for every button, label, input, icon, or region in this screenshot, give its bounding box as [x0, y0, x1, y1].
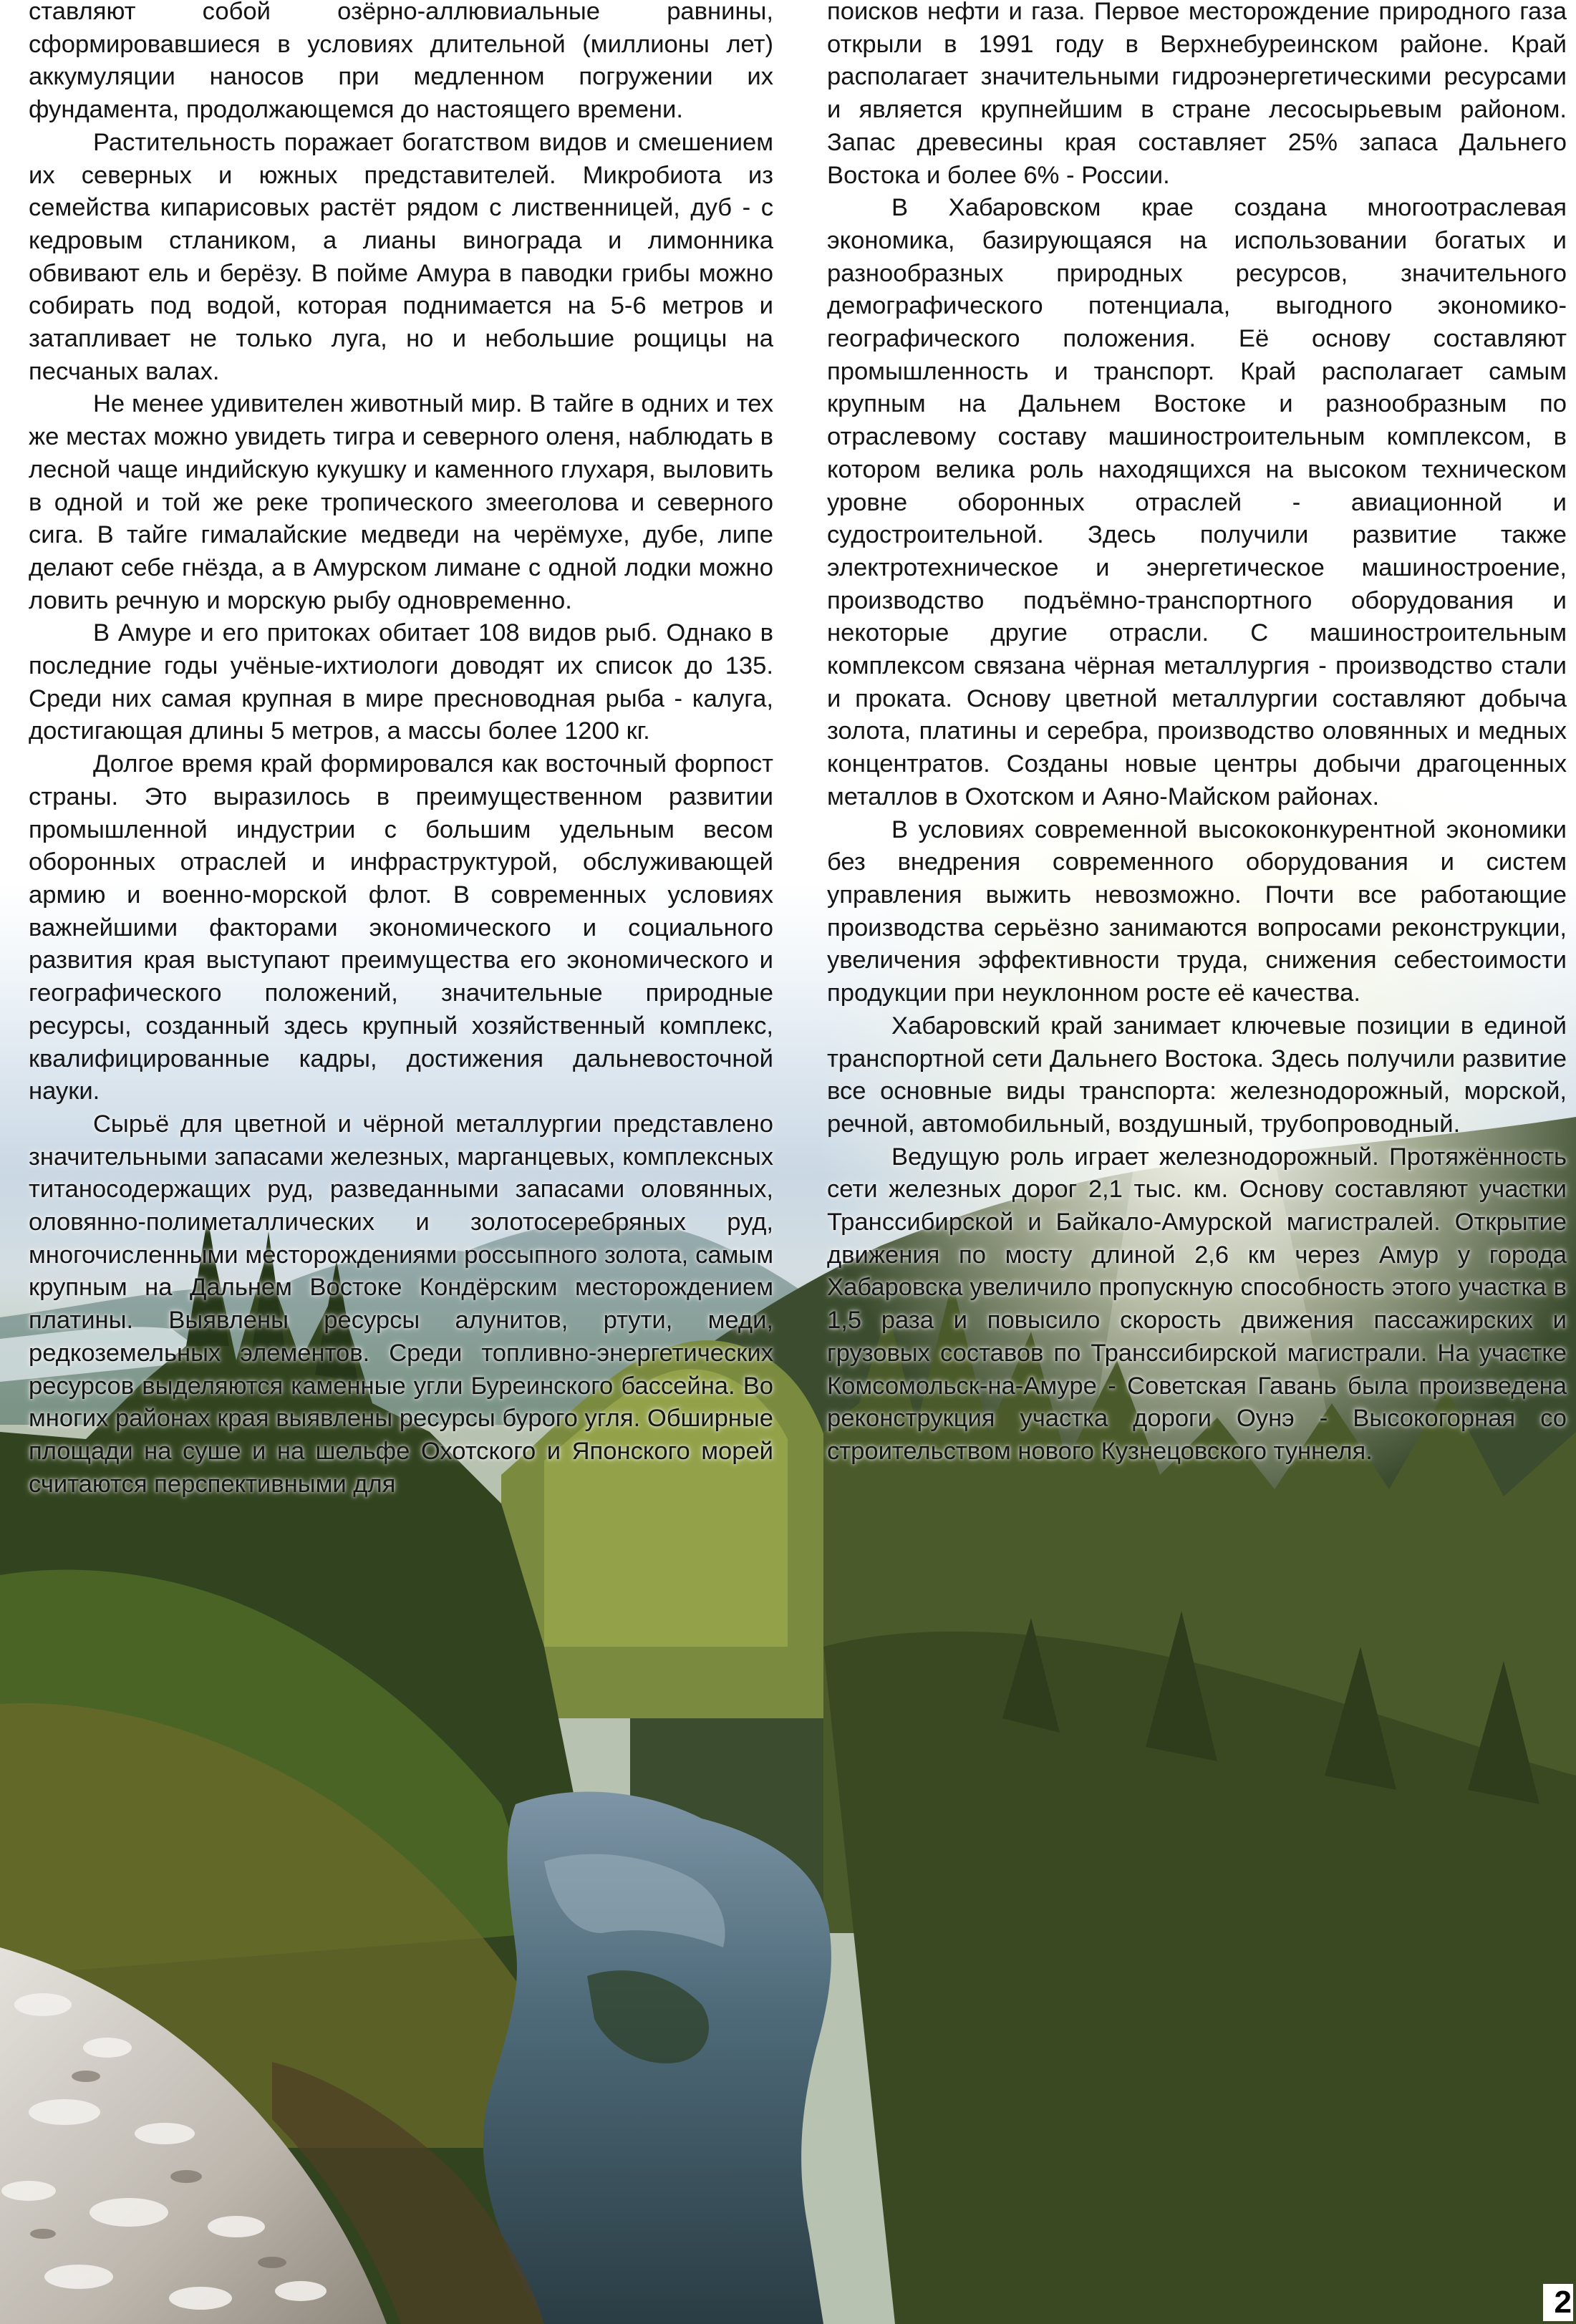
text-column-left	[29, 0, 773, 1501]
paragraph: Растительность поражает богатством видов и смешением их северных и южных представителей. Микробиота из семейства кипарисовых растёт рядом с лиственницей, дуб - с кедровым стлаником, а лианы винограда и лимонника обвивают ель и берёзу. В пойме Амура в паводки грибы можно собирать под водой, которая поднимается на 5-6 метров и затапливает не только луга, но и небольшие рощицы на песчаных валах.	[29, 128, 773, 385]
paragraph: Сырьё для цветной и чёрной металлургии представлено значительными запасами железных, марганцевых, комплексных титаносодержащих руд, разведанными запасами оловянных, оловянно-полиметаллических и золотосеребряных руд, многочисленными месторождениями россыпного золота, самым крупным на Дальнем Востоке Кондёрским месторождением платины. Выявлены ресурсы алунитов, ртути, меди, редкоземельных элементов. Среди топливно-энергетических ресурсов выделяются каменные угли Буреинского бассейна. Во многих районах края выявлены ресурсы бурого угля. Обширные площади на суше и на шельфе Охотского и Японского морей считаются перспективными для	[29, 1110, 773, 1498]
paragraph: Ведущую роль играет железнодорожный. Протяжённость сети железных дорог 2,1 тыс. км. Основу составляют участки Транссибирской и Байкало-Амурской магистралей. Открытие движения по мосту длиной 2,6 км через Амур у города Хабаровска увеличило пропускную способность этого участка в 1,5 раза и повысило скорость движения пассажирских и грузовых составов по Транссибирской магистрали. На участке Комсомольск-на-Амуре - Советская Гавань была произведена реконструкция участка дороги Оунэ - Высокогорная со строительством нового Кузнецовского туннеля.	[827, 1143, 1567, 1465]
paragraph: Не менее удивителен животный мир. В тайге в одних и тех же местах можно увидеть тигра и северного оленя, наблюдать в лесной чаще индийскую кукушку и каменного глухаря, выловить в одной и той же реке тропического змееголова и северного сига. В тайге гималайские медведи на черёмухе, дубе, липе делают себе гнёзда, а в Амурском лимане с одной лодки можно ловить речную и морскую рыбу одновременно.	[29, 390, 773, 614]
paragraph: ставляют собой озёрно-аллювиальные равнины, сформировавшиеся в условиях длительной (миллионы лет) аккумуляции наносов при медленном погружении их фундамента, продолжающемся до настоящего времени.	[29, 0, 773, 124]
paragraph: поисков нефти и газа. Первое месторождение природного газа открыли в 1991 году в Верхнебуреинском районе. Край располагает значительными гидроэнергетическими ресурсами и является крупнейшим в стране лесосырьевым районом. Запас древесины края составляет 25% запаса Дальнего Востока и более 6% - России.	[827, 0, 1567, 189]
paragraph: Хабаровский край занимает ключевые позиции в единой транспортной сети Дальнего Востока. Здесь получили развитие все основные виды транспорта: железнодорожный, морской, речной, автомобильный, воздушный, трубопроводный.	[827, 1012, 1567, 1138]
paragraph: В Хабаровском крае создана многоотраслевая экономика, базирующаяся на использовании богатых и разнообразных природных ресурсов, значительного демографического потенциала, выгодного экономико-географического положения. Её основу составляют промышленность и транспорт. Край располагает самым крупным на Дальнем Востоке и разнообразным по отраслевому составу машиностроительным комплексом, в котором велика роль находящихся на высоком техническом уровне оборонных отраслей - авиационной и судостроительной. Здесь получили развитие также электротехническое и энергетическое машиностроение, производство подъёмно-транспортного оборудования и некоторые другие отрасли. С машиностроительным комплексом связана чёрная металлургия - производство стали и проката. Основу цветной металлургии составляют добыча золота, платины и серебра, производство оловянных и медных концентратов. Созданы новые центры добычи драгоценных металлов в Охотском и Аяно-Майском районах.	[827, 194, 1567, 810]
page-number: 2	[1543, 2284, 1573, 2321]
paragraph: Долгое время край формировался как восточный форпост страны. Это выразилось в преимущественном развитии промышленной индустрии с большим удельным весом оборонных отраслей и инфраструктурой, обслуживающей армию и военно-морской флот. В современных условиях важнейшими факторами экономического и социального развития края выступают преимущества его экономического и географического положений, значительные природные ресурсы, созданный здесь крупный хозяйственный комплекс, квалифицированные кадры, достижения дальневосточной науки.	[29, 750, 773, 1105]
paragraph: В Амуре и его притоках обитает 108 видов рыб. Однако в последние годы учёные-ихтиологи доводят их список до 135. Среди них самая крупная в мире пресноводная рыба - калуга, достигающая длины 5 метров, а массы более 1200 кг.	[29, 619, 773, 745]
paragraph: В условиях современной высококонкурентной экономики без внедрения современного оборудования и систем управления выжить невозможно. Почти все работающие производства серьёзно занимаются вопросами реконструкции, увеличения эффективности труда, снижения себестоимости продукции при неуклонном росте её качества.	[827, 815, 1567, 1007]
text-column-right	[827, 0, 1567, 1468]
